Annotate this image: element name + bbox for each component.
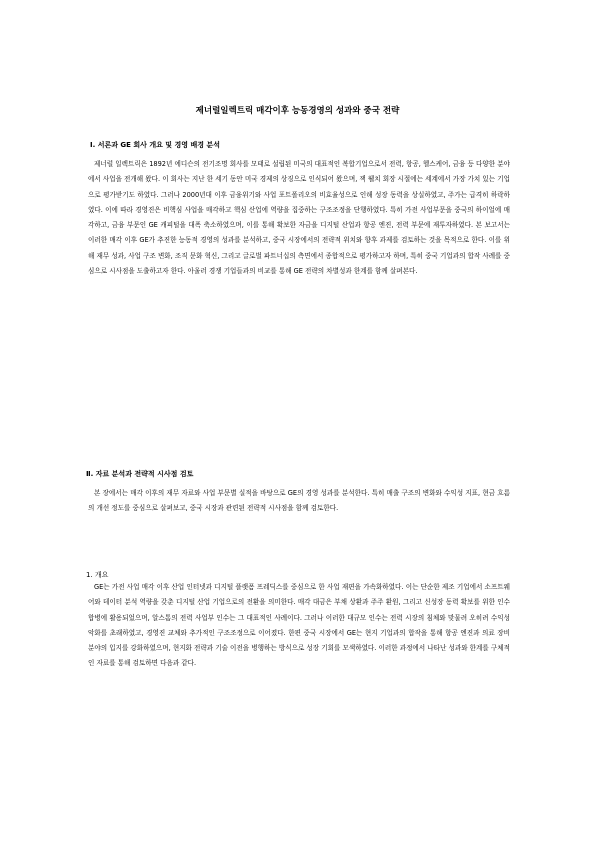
section-heading-1: Ⅰ. 서론과 GE 회사 개요 및 경영 배경 분석	[90, 141, 220, 149]
subsection-heading: 1. 개요	[86, 571, 109, 579]
document-title: 제너럴일렉트릭 매각이후 능동경영의 성과와 중국 전략	[195, 106, 400, 116]
body-paragraph-1: 제너럴 일렉트릭은 1892년 에디슨의 전기조명 회사를 모태로 설립된 미국의 대표적인 복합기업으로서 전력, 항공, 헬스케어, 금융 등 다양한 분야에서 사업을 전개해 왔다. 이 회사는 지난 한 세기 동안 미국 경제의 상징으로 인식되어 왔으며, 잭 웰치 회장 시절에는 세계에서 가장 가치 있는 기업으로 평가받기도 하였다. 그러나 2000년대 이후 금융위기와 사업 포트폴리오의 비효율성으로 인해 성장 동력을 상실하였고, 주가는 급격히 하락하였다. 이에 따라 경영진은 비핵심 사업을 매각하고 핵심 산업에 역량을 집중하는 구조조정을 단행하였다. 특히 가전 사업부문을 중국의 하이얼에 매각하고, 금융 부문인 GE 캐피털을 대폭 축소하였으며, 이를 통해 확보한 자금을 디지털 산업과 항공 엔진, 전력 부문에 재투자하였다. 본 보고서는 이러한 매각 이후 GE가 추진한 능동적 경영의 성과를 분석하고, 중국 시장에서의 전략적 위치와 향후 과제를 검토하는 것을 목적으로 한다. 이를 위해 재무 성과, 사업 구조 변화, 조직 문화 혁신, 그리고 글로벌 파트너십의 측면에서 종합적으로 평가하고자 하며, 특히 중국 기업과의 합작 사례를 중심으로 시사점을 도출하고자 한다. 아울러 경쟁 기업들과의 비교를 통해 GE 전략의 차별성과 한계를 함께 살펴본다.	[88, 160, 510, 276]
section-heading-2: Ⅱ. 자료 분석과 전략적 시사점 검토	[86, 470, 194, 478]
body-paragraph-2: 본 장에서는 매각 이후의 재무 자료와 사업 부문별 실적을 바탕으로 GE의 경영 성과를 분석한다. 특히 매출 구조의 변화와 수익성 지표, 현금 흐름의 개선 정도를 중심으로 살펴보고, 중국 시장과 관련된 전략적 시사점을 함께 검토한다.	[88, 489, 510, 513]
body-paragraph-3: GE는 가전 사업 매각 이후 산업 인터넷과 디지털 플랫폼 프레딕스를 중심으로 한 사업 재편을 가속화하였다. 이는 단순한 제조 기업에서 소프트웨어와 데이터 분석 역량을 갖춘 디지털 산업 기업으로의 전환을 의미한다. 매각 대금은 부채 상환과 주주 환원, 그리고 신성장 동력 확보를 위한 인수합병에 활용되었으며, 알스톰의 전력 사업부 인수는 그 대표적인 사례이다. 그러나 이러한 대규모 인수는 전력 시장의 침체와 맞물려 오히려 수익성 악화를 초래하였고, 경영진 교체와 추가적인 구조조정으로 이어졌다. 한편 중국 시장에서 GE는 현지 기업과의 합작을 통해 항공 엔진과 의료 장비 분야의 입지를 강화하였으며, 현지화 전략과 기술 이전을 병행하는 방식으로 성장 기회를 모색하였다. 이러한 과정에서 나타난 성과와 한계를 구체적인 자료를 통해 검토하면 다음과 같다.	[88, 583, 510, 668]
